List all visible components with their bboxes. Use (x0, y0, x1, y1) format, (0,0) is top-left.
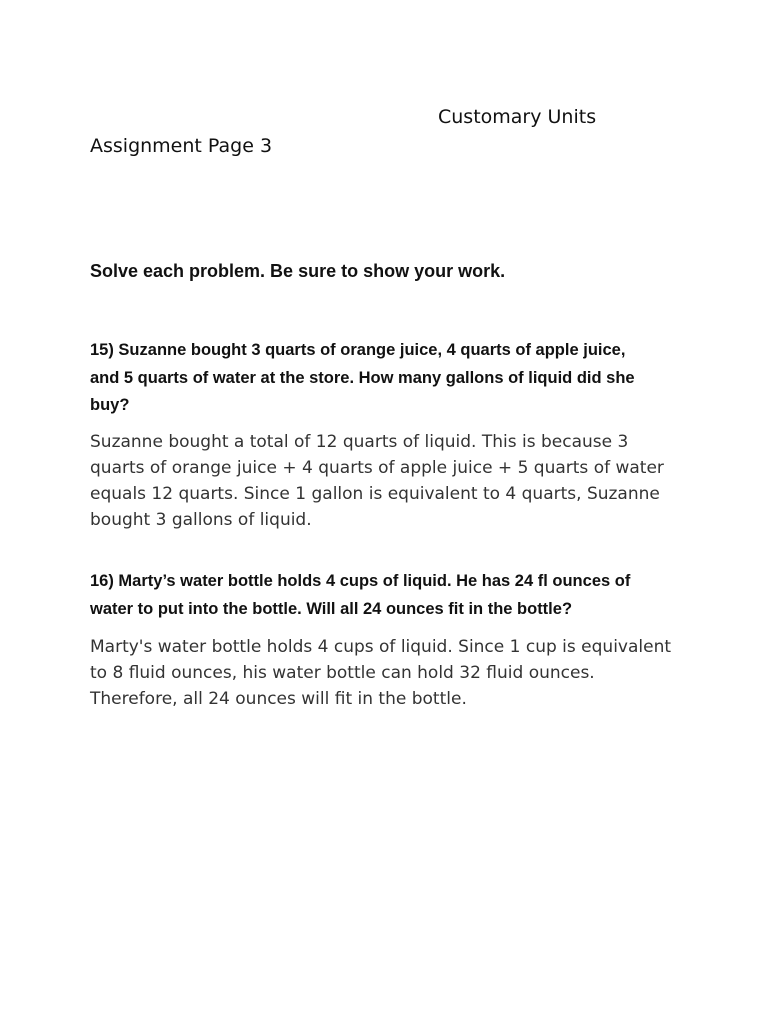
question-line: buy? (90, 396, 130, 414)
problem-15-answer (90, 429, 690, 533)
problem-16-question (90, 568, 690, 623)
problem-16-answer (90, 634, 690, 712)
answer-line: quarts of orange juice + 4 quarts of apple juice + 5 quarts of water (90, 458, 664, 478)
answer-line: Marty's water bottle holds 4 cups of liquid. Since 1 cup is equivalent (90, 637, 672, 657)
question-line: 16) Marty’s water bottle holds 4 cups of liquid. He has 24 fl ounces of (90, 572, 631, 590)
document-title: Customary Units (438, 106, 597, 128)
answer-line: Therefore, all 24 ounces will fit in the bottle. (90, 689, 467, 709)
problem-15-question (90, 337, 690, 420)
answer-line: bought 3 gallons of liquid. (90, 510, 312, 530)
answer-line: to 8 fluid ounces, his water bottle can hold 32 fluid ounces. (90, 663, 595, 683)
assignment-page-label: Assignment Page 3 (90, 135, 273, 157)
question-line: water to put into the bottle. Will all 24 ounces fit in the bottle? (90, 599, 573, 618)
answer-line: Suzanne bought a total of 12 quarts of liquid. This is because 3 (90, 432, 629, 452)
question-line: and 5 quarts of water at the store. How many gallons of liquid did she (90, 368, 635, 387)
instructions-heading: Solve each problem. Be sure to show your work. (90, 261, 506, 281)
question-line: 15) Suzanne bought 3 quarts of orange juice, 4 quarts of apple juice, (90, 341, 626, 359)
answer-line: equals 12 quarts. Since 1 gallon is equivalent to 4 quarts, Suzanne (90, 484, 660, 504)
